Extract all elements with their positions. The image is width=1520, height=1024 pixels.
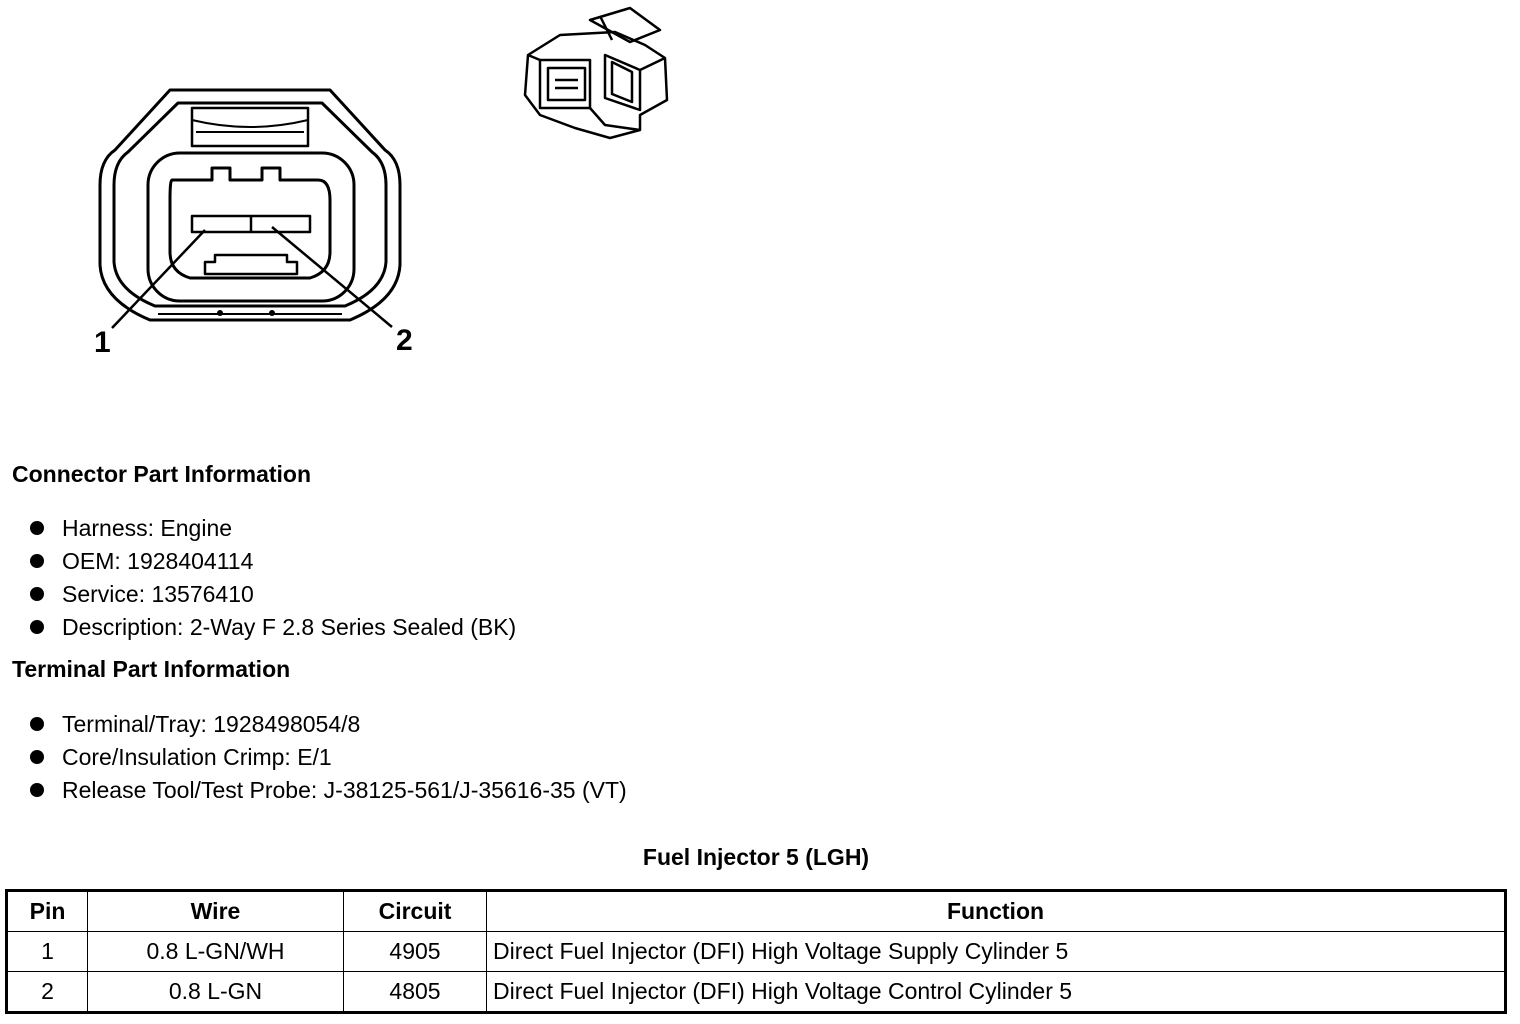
list-item: Core/Insulation Crimp: E/1 xyxy=(30,741,627,774)
bullet-icon xyxy=(30,717,44,731)
pin-1-label: 1 xyxy=(94,326,111,359)
list-item: OEM: 1928404114 xyxy=(30,545,516,578)
bullet-icon xyxy=(30,587,44,601)
header-function: Function xyxy=(487,891,1506,932)
cell-circuit: 4805 xyxy=(344,972,487,1013)
terminal-part-info-list xyxy=(30,708,627,807)
table-row xyxy=(7,932,1506,972)
list-item: Terminal/Tray: 1928498054/8 xyxy=(30,708,627,741)
connector-face-drawing xyxy=(0,0,700,380)
table-title: Fuel Injector 5 (LGH) xyxy=(642,844,870,870)
header-wire: Wire xyxy=(88,891,344,932)
table-header-row xyxy=(7,891,1506,932)
bullet-icon xyxy=(30,521,44,535)
cell-function: Direct Fuel Injector (DFI) High Voltage Supply Cylinder 5 xyxy=(487,932,1506,972)
list-item: Harness: Engine xyxy=(30,512,516,545)
cell-wire: 0.8 L-GN/WH xyxy=(88,932,344,972)
cell-function: Direct Fuel Injector (DFI) High Voltage Control Cylinder 5 xyxy=(487,972,1506,1013)
connector-part-info-list xyxy=(30,512,516,644)
header-circuit: Circuit xyxy=(344,891,487,932)
bullet-icon xyxy=(30,783,44,797)
connector-figure xyxy=(0,0,700,380)
bullet-icon xyxy=(30,554,44,568)
pin-2-label: 2 xyxy=(396,324,413,357)
pinout-table xyxy=(5,889,1507,1014)
terminal-part-info-heading: Terminal Part Information xyxy=(12,656,291,682)
cell-pin: 2 xyxy=(7,972,88,1013)
header-pin: Pin xyxy=(7,891,88,932)
bullet-icon xyxy=(30,620,44,634)
connector-part-info-heading: Connector Part Information xyxy=(12,461,312,487)
cell-pin: 1 xyxy=(7,932,88,972)
list-item: Description: 2-Way F 2.8 Series Sealed (BK) xyxy=(30,611,516,644)
cell-wire: 0.8 L-GN xyxy=(88,972,344,1013)
cell-circuit: 4905 xyxy=(344,932,487,972)
connector-isometric-drawing xyxy=(525,8,667,138)
list-item: Release Tool/Test Probe: J-38125-561/J-35616-35 (VT) xyxy=(30,774,627,807)
table-row xyxy=(7,972,1506,1013)
bullet-icon xyxy=(30,750,44,764)
list-item: Service: 13576410 xyxy=(30,578,516,611)
